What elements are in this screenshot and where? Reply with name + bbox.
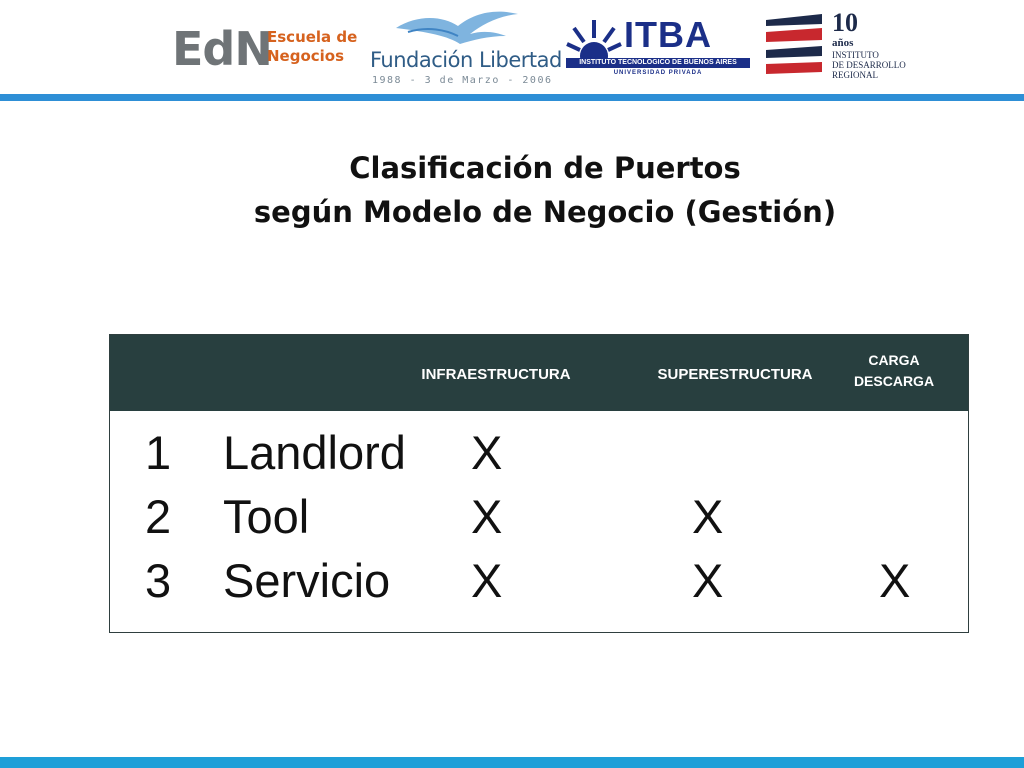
header-descarga: DESCARGA [853,373,935,389]
edn-subtitle [267,28,357,66]
row-carga-mark: X [879,554,911,607]
title-line2: según Modelo de Negocio (Gestión) [253,195,837,229]
idr-text [832,50,906,80]
fundacion-name: Fundación Libertad [370,48,562,72]
header-infraestructura: INFRAESTRUCTURA [421,366,571,383]
row-super-mark: X [692,490,724,543]
header-carga: CARGA [868,352,920,368]
row-name: Landlord [223,426,406,479]
idr-line1: INSTITUTO [832,50,879,60]
title-line1: Clasificación de Puertos [349,151,741,185]
table-row [110,421,968,485]
edn-logo [172,18,362,74]
idr-anos: años [832,37,854,49]
bottom-rule [0,757,1024,768]
row-infra-mark: X [471,426,503,479]
table-row [110,485,968,549]
fundacion-dates: 1988 - 3 de Marzo - 2006 [372,75,553,86]
classification-table [109,334,969,633]
idr-mark-icon [762,10,828,78]
edn-mark: EdN [172,22,272,76]
row-infra-mark: X [471,554,503,607]
header-superestructura: SUPERESTRUCTURA [657,366,813,383]
page-title [150,146,940,234]
itba-subtitle: UNIVERSIDAD PRIVADA [613,70,703,76]
top-rule [0,94,1024,101]
row-name: Tool [223,490,310,543]
header-carga-descarga [834,350,954,392]
row-number: 2 [145,490,172,543]
idr-logo [762,10,912,80]
itba-band: INSTITUTO TECNOLOGICO DE BUENOS AIRES [566,58,750,68]
row-number: 1 [145,426,172,479]
edn-line2: Negocios [267,47,345,65]
logo-bar [0,0,1024,94]
idr-number: 10 [832,8,858,37]
row-name: Servicio [223,554,391,607]
row-number: 3 [145,554,172,607]
dove-icon [388,6,528,48]
idr-line2: DE DESARROLLO [832,60,906,70]
fundacion-libertad-logo [368,6,562,86]
table-header [110,335,968,411]
row-super-mark: X [692,554,724,607]
row-infra-mark: X [471,490,503,543]
itba-logo [566,16,750,76]
idr-line3: REGIONAL [832,70,878,80]
table-row [110,549,968,613]
itba-sun-icon [566,18,622,58]
edn-line1: Escuela de [267,28,358,46]
itba-word: ITBA [624,14,712,55]
